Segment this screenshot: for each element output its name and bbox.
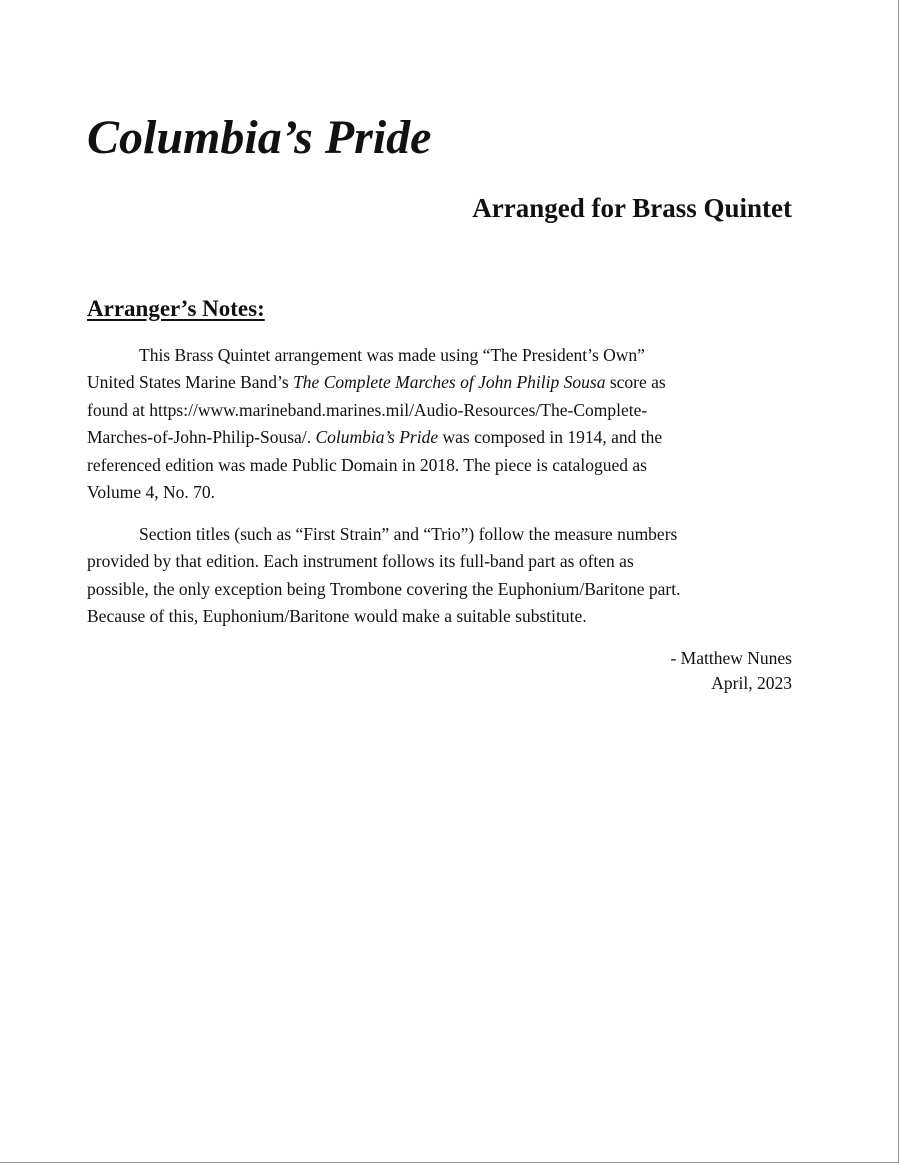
paragraph-line: Volume 4, No. 70. xyxy=(87,482,216,503)
paragraph-line: found at https://www.marineband.marines.mil/Audio-Resources/The-Complete- xyxy=(87,399,648,420)
text-run: Marches-of-John-Philip-Sousa/. xyxy=(87,427,316,448)
signature-author: - Matthew Nunes xyxy=(670,648,792,668)
text-run: score as xyxy=(605,372,666,393)
paragraph-line: Section titles (such as “First Strain” and “Trio”) follow the measure numbers xyxy=(139,524,678,544)
page-title: Columbia’s Pride xyxy=(87,111,432,164)
signature-date: April, 2023 xyxy=(711,672,792,693)
paragraph-line xyxy=(87,424,807,451)
paragraph-line: provided by that edition. Each instrument follows its full-band part as often as xyxy=(87,551,634,572)
paragraph-line: Because of this, Euphonium/Baritone would make a suitable substitute. xyxy=(87,606,587,627)
paragraph-line: referenced edition was made Public Domain in 2018. The piece is catalogued as xyxy=(87,454,647,475)
signature-block xyxy=(670,646,792,695)
paragraph-line: This Brass Quintet arrangement was made using “The President’s Own” xyxy=(139,345,645,365)
paragraph-line xyxy=(87,369,807,396)
italic-publication-title: The Complete Marches of John Philip Sousa xyxy=(293,372,606,393)
subtitle: Arranged for Brass Quintet xyxy=(472,193,792,223)
paragraph-line: possible, the only exception being Trombone covering the Euphonium/Baritone part. xyxy=(87,578,681,599)
text-run: United States Marine Band’s xyxy=(87,372,294,393)
notes-paragraph-2 xyxy=(87,521,807,631)
italic-piece-title: Columbia’s Pride xyxy=(315,427,439,448)
text-run: was composed in 1914, and the xyxy=(438,427,663,448)
notes-paragraph-1 xyxy=(87,342,807,506)
notes-heading: Arranger’s Notes: xyxy=(87,296,265,321)
